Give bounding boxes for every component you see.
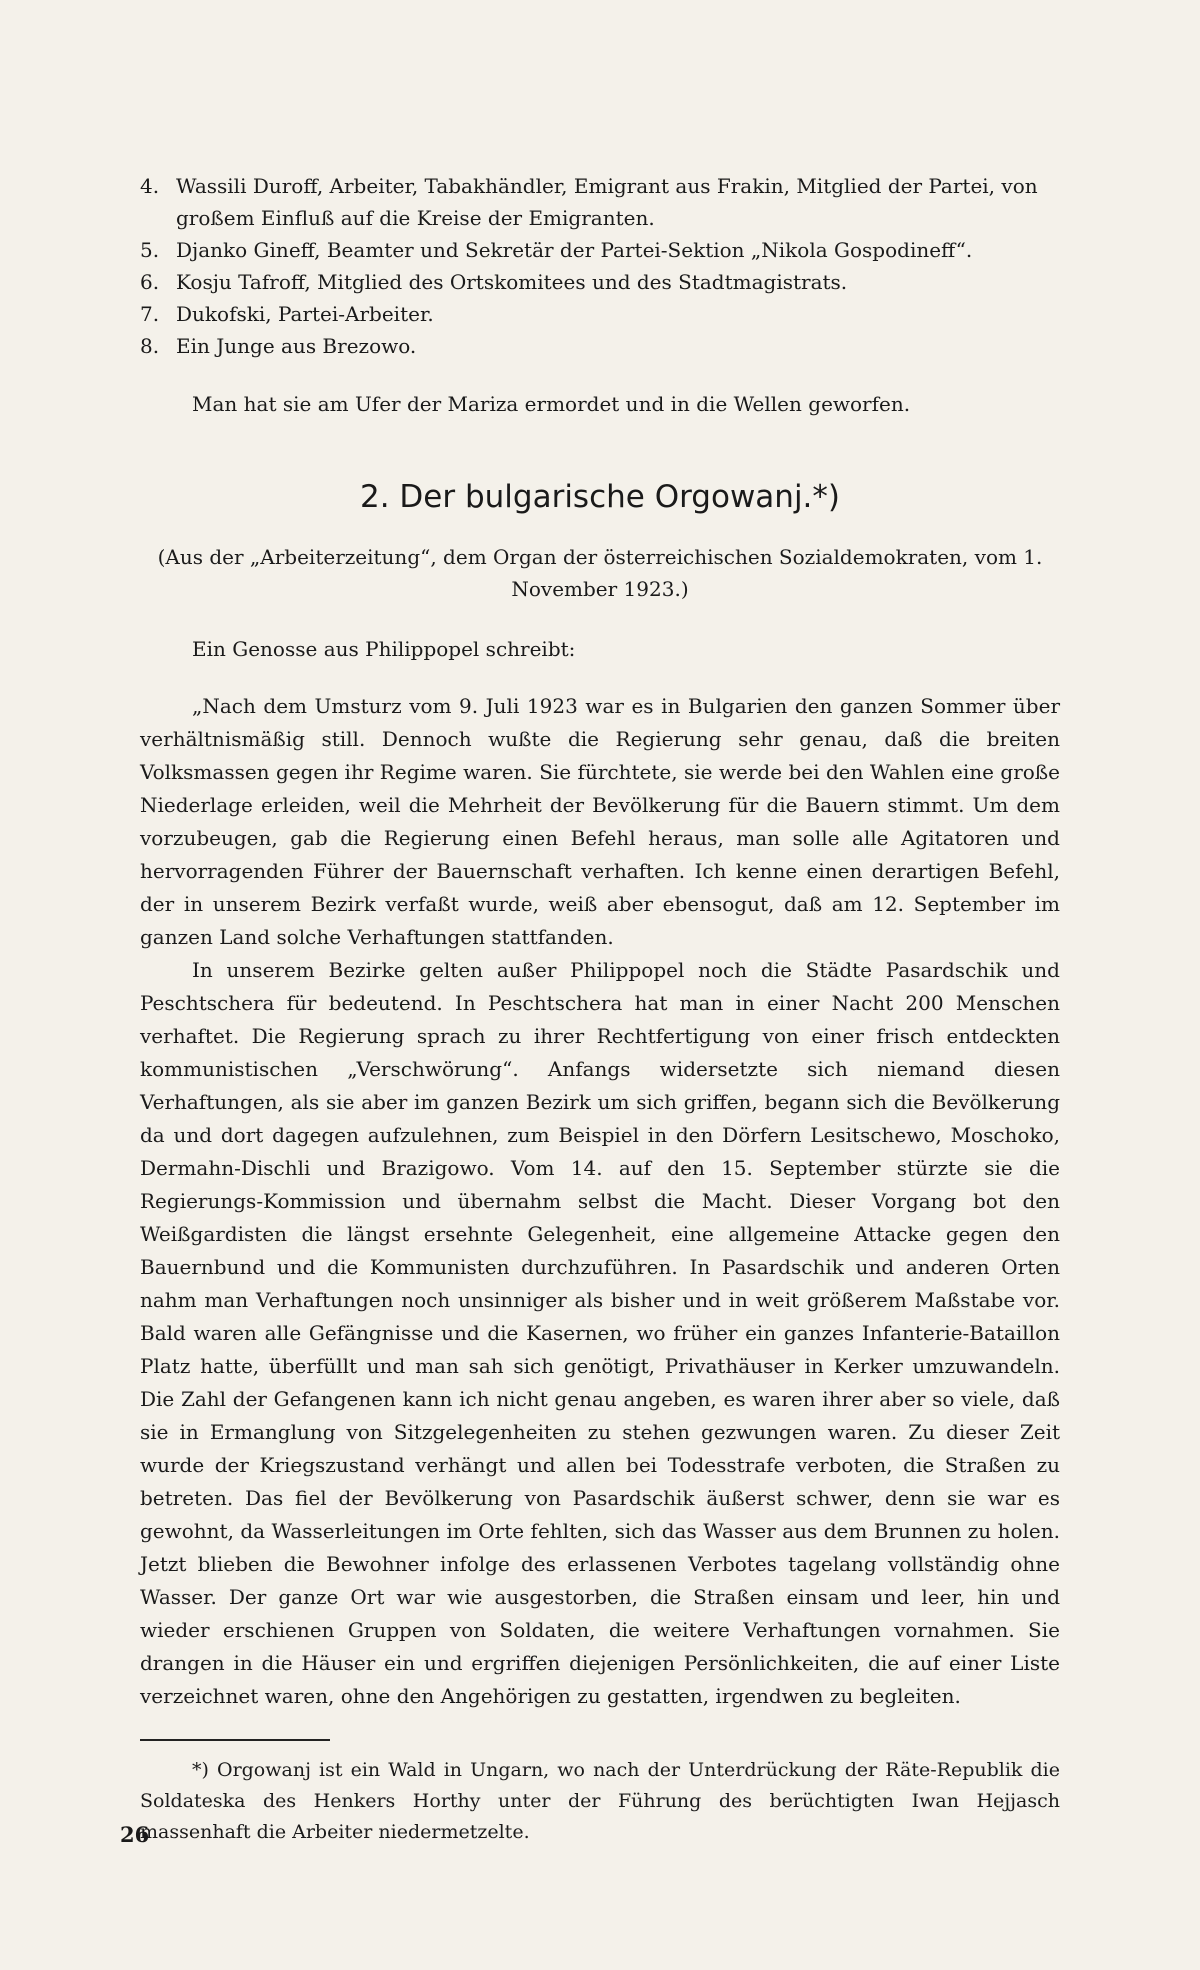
footnote-divider — [140, 1739, 330, 1741]
list-item — [140, 170, 1060, 234]
page-number: 26 — [120, 1822, 150, 1847]
intro-line: Ein Genosse aus Philippopel schreibt: — [192, 637, 576, 661]
body-paragraph: In unserem Bezirke gelten außer Philippopel noch die Städte Pasardschik und Peschtschera für bedeutend. In Peschtschera hat man in einer Nacht 200 Menschen verhaftet. Die Regierung sprach zu ihrer Rechtfertigung von einer frisch entdeckten kommunistischen „Verschwörung“. Anfangs widersetzte sich niemand diesen Verhaftungen, als sie aber im ganzen Bezirk um sich griffen, begann sich die Bevölkerung da und dort dagegen aufzulehnen, zum Beispiel in den Dörfern Lesitschewo, Moschoko, Dermahn-Dischli und Brazigowo. Vom 14. auf den 15. September stürzte sie die Regierungs-Kommission und übernahm selbst die Macht. Dieser Vorgang bot den Weißgardisten die längst ersehnte Gelegenheit, eine allgemeine Attacke gegen den Bauernbund und die Kommunisten durchzuführen. In Pasardschik und anderen Orten nahm man Verhaftungen noch unsinniger als bisher und in weit größerem Maßstabe vor. Bald waren alle Gefängnisse und die Kasernen, wo früher ein ganzes Infanterie-Bataillon Platz hatte, überfüllt und man sah sich genötigt, Privathäuser in Kerker umzuwandeln. Die Zahl der Gefangenen kann ich nicht genau angeben, es waren ihrer aber so viele, daß sie in Ermanglung von Sitzgelegenheiten zu stehen gezwungen waren. Zu dieser Zeit wurde der Kriegszustand verhängt und allen bei Todesstrafe verboten, die Straßen zu betreten. Das fiel der Bevölkerung von Pasardschik äußerst schwer, denn sie war es gewohnt, da Wasserleitungen im Orte fehlten, sich das Wasser aus dem Brunnen zu holen. Jetzt blieben die Bewohner infolge des erlassenen Verbotes tagelang vollständig ohne Wasser. Der ganze Ort war wie ausgestorben, die Straßen einsam und leer, hin und wieder erschienen Gruppen von Soldaten, die weitere Verhaftungen vornahmen. Sie drangen in die Häuser ein und ergriffen diejenigen Persönlichkeiten, die auf einer Liste verzeichnet waren, ohne den Angehörigen zu gestatten, irgendwen zu begleiten. — [140, 958, 1060, 1708]
list-item — [140, 330, 1060, 362]
list-item-number: 8. — [140, 334, 160, 358]
section-heading: 2. Der bulgarische Orgowanj.*) — [359, 479, 840, 515]
body-paragraph: „Nach dem Umsturz vom 9. Juli 1923 war es in Bulgarien den ganzen Sommer über verhältnismäßig still. Dennoch wußte die Regierung sehr genau, daß die breiten Volksmassen gegen ihr Regime waren. Sie fürchtete, sie werde bei den Wahlen eine große Niederlage erleiden, weil die Mehrheit der Bevölkerung für die Bauern stimmt. Um dem vorzubeugen, gab die Regierung einen Befehl heraus, man solle alle Agitatoren und hervorragenden Führer der Bauernschaft verhaften. Ich kenne einen derartigen Befehl, der in unserem Bezirk verfaßt wurde, weiß aber ebensogut, daß am 12. September im ganzen Land solche Verhaftungen stattfanden. — [140, 694, 1060, 949]
list-item-text: Kosju Tafroff, Mitglied des Ortskomitees und des Stadtmagistrats. — [176, 270, 848, 294]
list-item — [140, 266, 1060, 298]
list-item — [140, 298, 1060, 330]
list-item-text: Ein Junge aus Brezowo. — [176, 334, 417, 358]
list-item-number: 4. — [140, 174, 160, 198]
closing-line: Man hat sie am Ufer der Mariza ermordet und in die Wellen geworfen. — [192, 392, 911, 416]
list-item-text: Wassili Duroff, Arbeiter, Tabakhändler, Emigrant aus Frakin, Mitglied der Partei, von großem Einfluß auf die Kreise der Emigranten. — [176, 174, 1038, 230]
footnote: *) Orgowanj ist ein Wald in Ungarn, wo nach der Unterdrückung der Räte-Republik die Soldateska des Henkers Horthy unter der Führung des berüchtigten Iwan Hejjasch massenhaft die Arbeiter niedermetzelte. — [140, 1759, 1060, 1843]
victim-list — [140, 170, 1060, 362]
list-item-text: Djanko Gineff, Beamter und Sekretär der Partei-Sektion „Nikola Gospodineff“. — [176, 238, 973, 262]
source-citation: (Aus der „Arbeiterzeitung“, dem Organ der österreichischen Sozialdemokraten, vom 1. November 1923.) — [157, 545, 1043, 601]
list-item — [140, 234, 1060, 266]
list-item-number: 5. — [140, 238, 160, 262]
list-item-number: 7. — [140, 302, 160, 326]
list-item-number: 6. — [140, 270, 160, 294]
list-item-text: Dukofski, Partei-Arbeiter. — [176, 302, 434, 326]
